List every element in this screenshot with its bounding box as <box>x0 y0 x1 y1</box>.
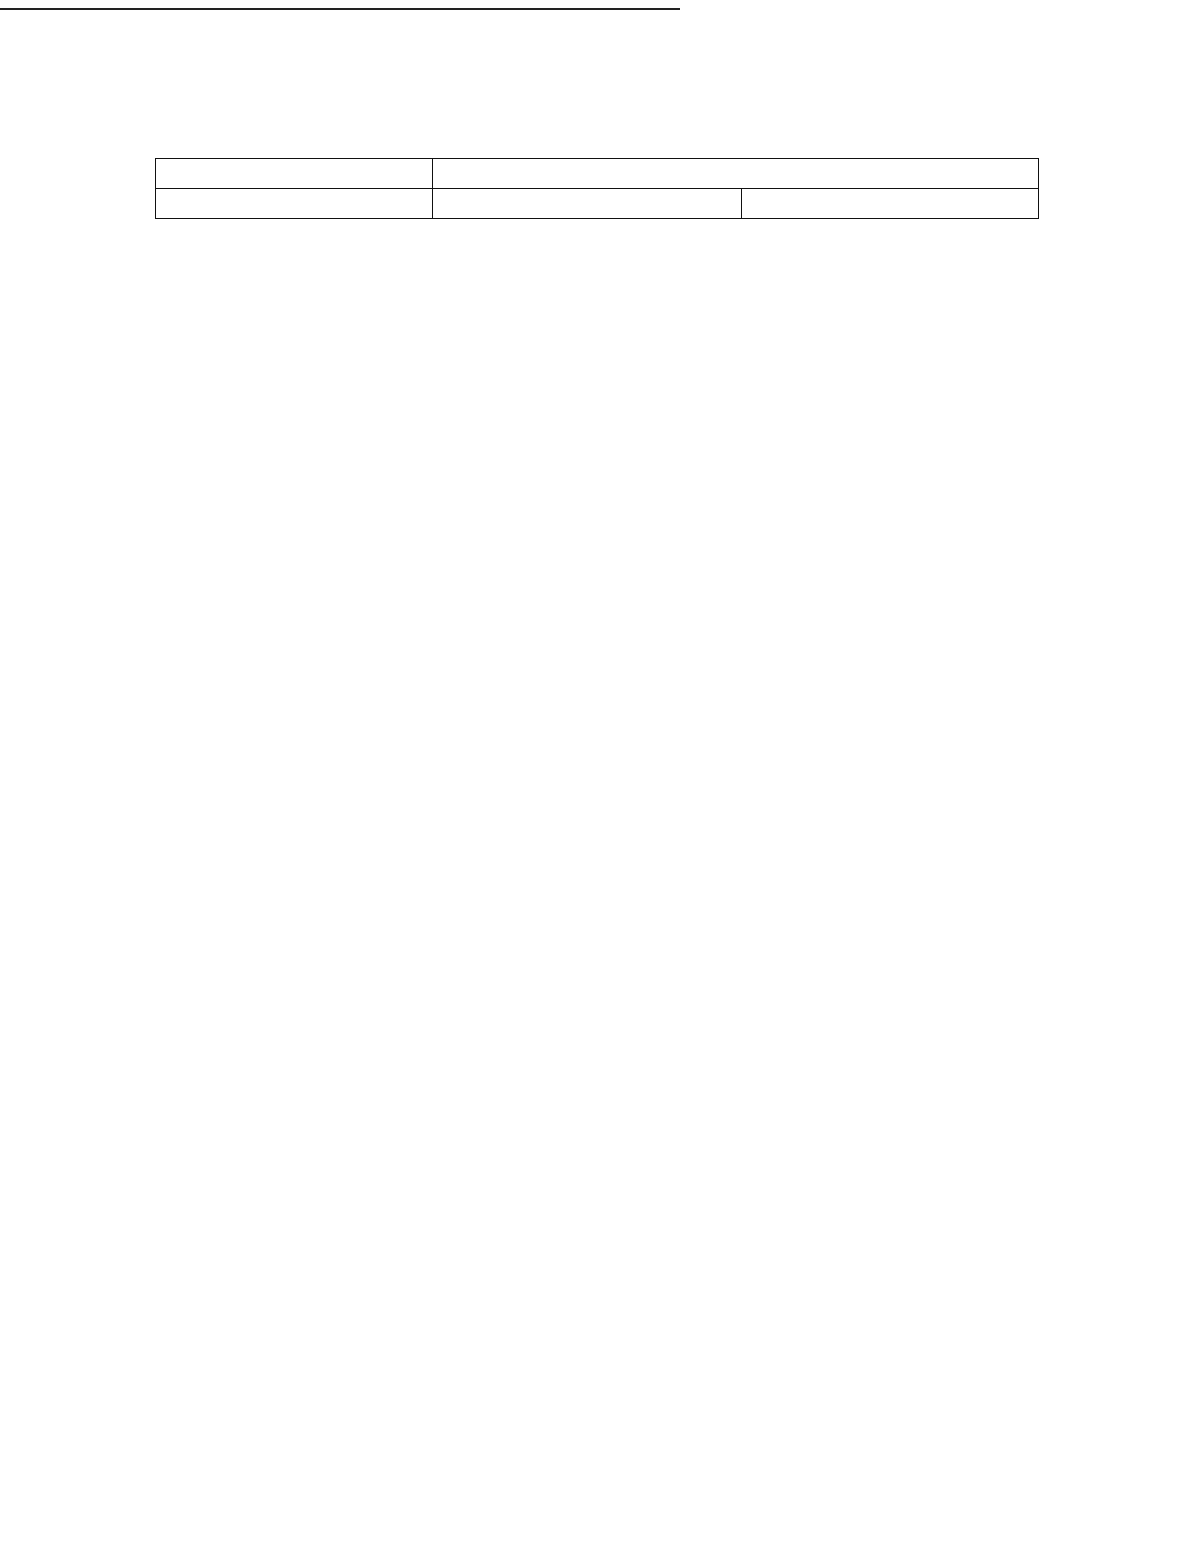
header-point-number-sub <box>156 189 433 219</box>
header-point-number <box>156 159 433 189</box>
header-y <box>742 189 1039 219</box>
header-x <box>433 189 742 219</box>
top-rule <box>0 8 680 10</box>
coordinates-table <box>155 158 1039 219</box>
header-coordinates <box>433 159 1039 189</box>
